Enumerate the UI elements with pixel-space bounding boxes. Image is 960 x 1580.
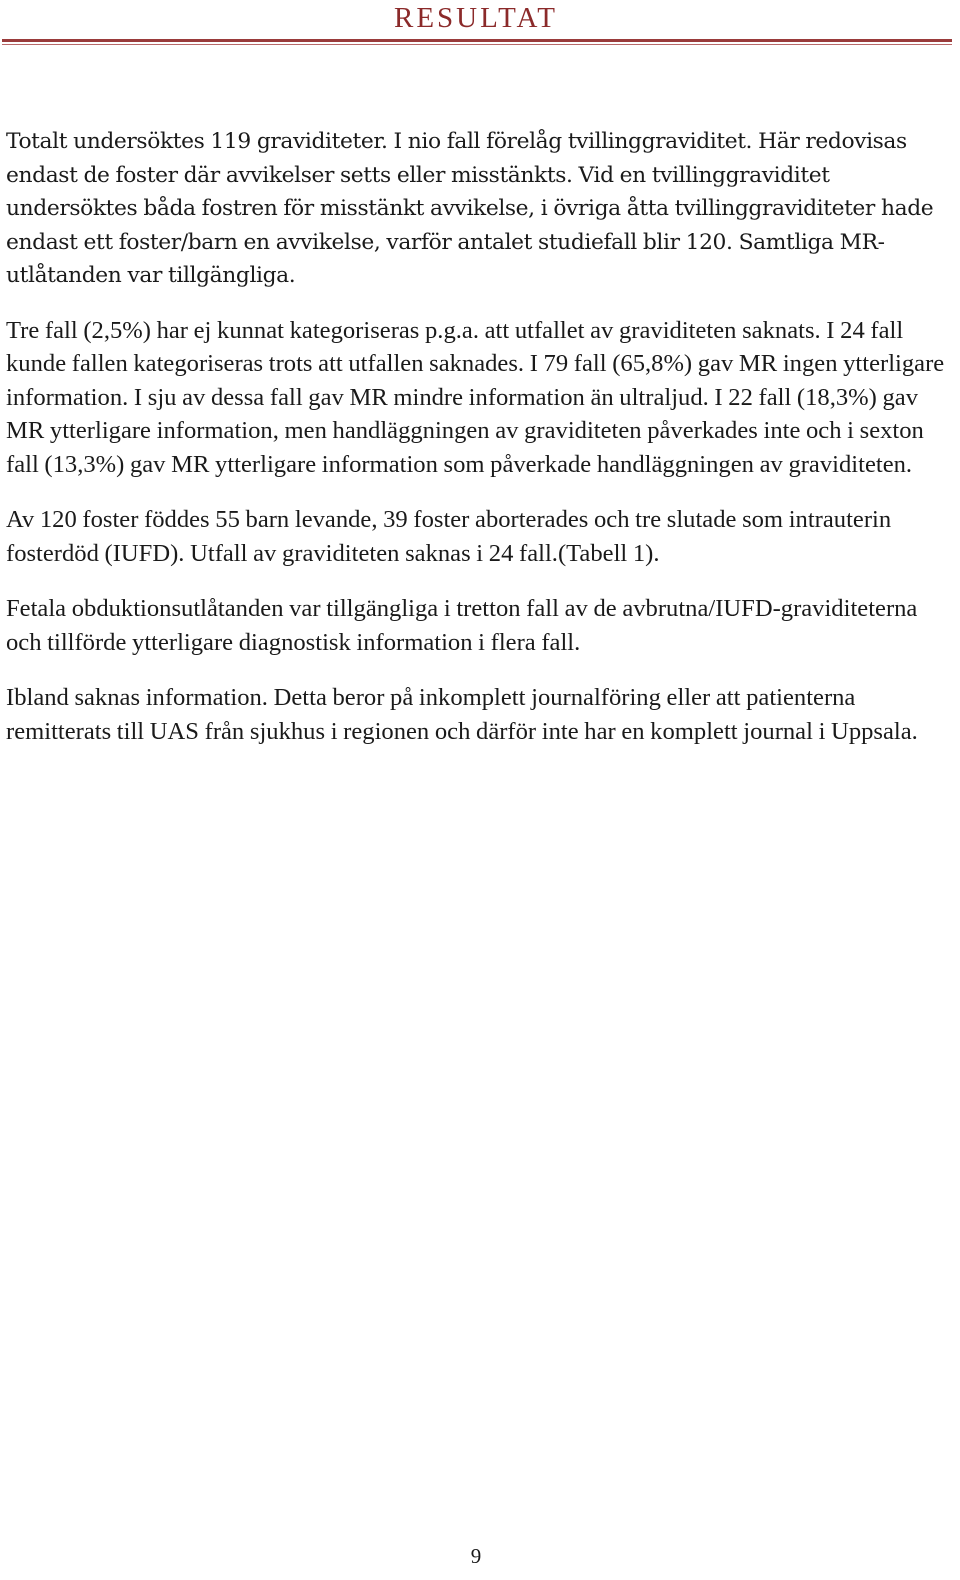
paragraph-1: Totalt undersöktes 119 graviditeter. I nio fall förelåg tvillinggraviditet. Här redovisas endast de foster där avvikelser setts eller misstänkts. Vid en tvillinggraviditet undersöktes båda fostren för misstänkt avvikelse, i övriga åtta tvillinggraviditeter hade endast ett foster/barn en avvikelse, varför antalet studiefall blir 120. Samtliga MR-utlåtanden var tillgängliga. — [6, 129, 934, 288]
paragraph-3: Av 120 foster föddes 55 barn levande, 39 foster aborterades och tre slutade som intrauterin fosterdöd (IUFD). Utfall av graviditeten saknas i 24 fall.(Tabell 1). — [6, 506, 892, 567]
paragraph-5: Ibland saknas information. Detta beror på inkomplett journalföring eller att patienterna remitterats till UAS från sjukhus i regionen och därför inte har en komplett journal i Uppsala. — [6, 684, 918, 745]
page-number: 9 — [470, 1544, 482, 1568]
page-header — [0, 0, 960, 50]
paragraph-4: Fetala obduktionsutlåtanden var tillgängliga i tretton fall av de avbrutna/IUFD-graviditeterna och tillförde ytterligare diagnostisk information i flera fall. — [6, 595, 918, 656]
header-rule-thin — [2, 44, 952, 45]
body-text — [6, 125, 950, 748]
paragraph-2: Tre fall (2,5%) har ej kunnat kategoriseras p.g.a. att utfallet av graviditeten saknats. I 24 fall kunde fallen kategoriseras trots att utfallen saknades. I 79 fall (65,8%) gav MR ingen ytterligare information. I sju av dessa fall gav MR mindre information än ultraljud. I 22 fall (18,3%) gav MR ytterligare information, men handläggningen av graviditeten påverkades inte och i sexton fall (13,3%) gav MR ytterligare information som påverkade handläggningen av graviditeten. — [6, 316, 945, 478]
section-title: RESULTAT — [393, 2, 558, 34]
header-rule-thick — [2, 39, 952, 42]
